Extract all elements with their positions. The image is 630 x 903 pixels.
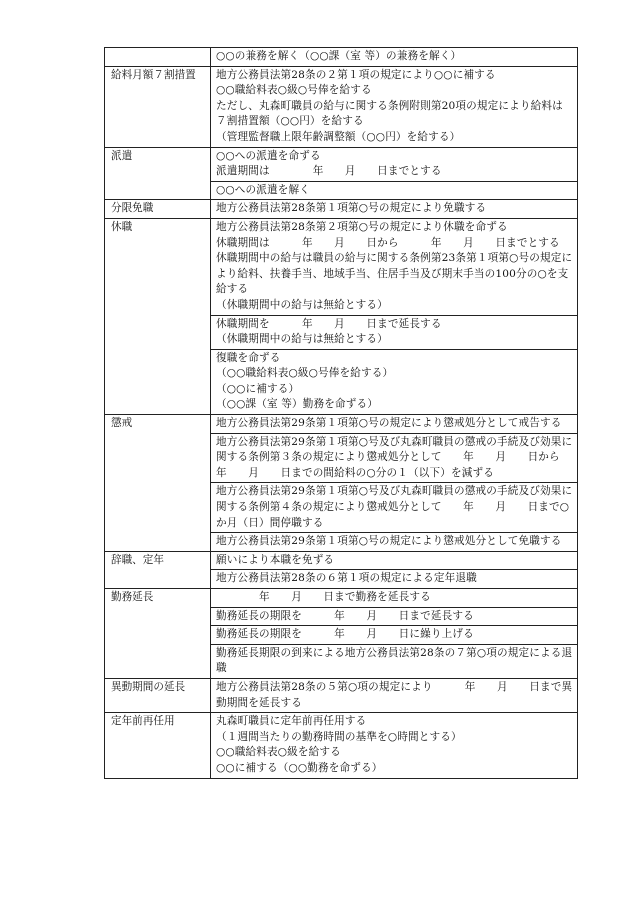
category-cell: 異動期間の延長 — [105, 678, 211, 712]
content-cell — [211, 218, 578, 315]
table-row — [105, 678, 578, 712]
content-cell — [211, 678, 578, 712]
content-line: ○○への派遣を解く — [216, 183, 310, 196]
content-line: 地方公務員法第29条第１項第○号の規定により懲戒処分として免職する — [216, 535, 562, 548]
category-cell: 懲戒 — [105, 415, 211, 552]
content-line: ○○職給料表○級○号俸を給する — [216, 84, 372, 97]
content-line: 派遣期間は 年 月 日までとする — [216, 165, 442, 178]
content-line: 休職期間中の給与は職員の給与に関する条例第23条第１項第○号の規定により給料、扶養手当、地域手当、住居手当及び期末手当の100分の○を支給する — [216, 252, 573, 296]
content-line: 勤務延長の期限を 年 月 日に繰り上げる — [216, 628, 474, 641]
content-cell — [211, 589, 578, 608]
content-line: 願いにより本職を免ずる — [216, 553, 335, 566]
content-cell — [211, 48, 578, 67]
content-line: 丸森町職員に定年前再任用する — [216, 715, 367, 728]
table-row — [105, 147, 578, 181]
content-line: 地方公務員法第28条の２第１項の規定により○○に補する — [216, 68, 496, 81]
content-cell — [211, 570, 578, 589]
content-line: ○○に補する（○○勤務を命ずる） — [216, 761, 383, 774]
content-cell — [211, 713, 578, 778]
category-cell: 辞職、定年 — [105, 551, 211, 588]
content-line: 地方公務員法第29条第１項第○号及び丸森町職員の懲戒の手続及び効果に関する条例第４条の規定により懲戒処分として 年 月 日まで○か月（日）間停職する — [216, 485, 573, 529]
content-cell — [211, 181, 578, 200]
table-row — [105, 551, 578, 570]
content-cell — [211, 433, 582, 483]
content-cell — [211, 200, 578, 219]
content-cell — [211, 483, 578, 533]
content-line: 地方公務員法第28条第１項第○号の規定により免職する — [216, 202, 487, 215]
table-row — [105, 200, 578, 219]
category-cell: 休職 — [105, 218, 211, 414]
table-row — [105, 713, 578, 778]
content-line: （○○職給料表○級○号俸を給する） — [216, 367, 394, 380]
content-line: ただし、丸森町職員の給与に関する条例附則第20項の規定により給料は７割措置額（○○円）を給する — [216, 99, 563, 128]
content-line: 勤務延長の期限を 年 月 日まで延長する — [216, 609, 474, 622]
content-cell — [211, 533, 578, 552]
content-line: 地方公務員法第29条第１項第○号の規定により懲戒処分として戒告する — [216, 417, 562, 430]
content-line: （１週間当たりの勤務時間の基準を○時間とする） — [216, 730, 462, 743]
content-line: 休職期間を 年 月 日まで延長する — [216, 317, 442, 330]
category-cell — [105, 48, 211, 67]
content-cell — [211, 315, 578, 349]
content-line: 地方公務員法第28条の６第１項の規定による定年退職 — [216, 572, 477, 585]
category-cell: 定年前再任用 — [105, 713, 211, 778]
content-cell — [211, 66, 578, 147]
category-cell: 勤務延長 — [105, 589, 211, 679]
content-line: 復職を命ずる — [216, 351, 281, 364]
content-line: ○○職給料表○級を給する — [216, 746, 341, 759]
table-row — [105, 415, 578, 434]
content-line: （○○課（室 等）勤務を命ずる） — [216, 398, 378, 411]
content-line: ○○への派遣を命ずる — [216, 149, 321, 162]
content-line: 地方公務員法第28条第２項第○号の規定により休職を命ずる — [216, 220, 508, 233]
content-line: ○○の兼務を解く（○○課（室 等）の兼務を解く） — [216, 50, 462, 62]
category-cell: 分限免職 — [105, 200, 211, 219]
content-line: 勤務延長期限の到来による地方公務員法第28条の７第○項の規定による退職 — [216, 646, 573, 675]
content-cell — [211, 147, 578, 181]
content-line: （休職期間中の給与は無給とする） — [216, 298, 388, 311]
content-cell — [211, 415, 578, 434]
content-line: （○○に補する） — [216, 382, 300, 395]
table-row — [105, 218, 578, 315]
category-cell: 派遣 — [105, 147, 211, 200]
table-row — [105, 66, 578, 147]
content-line: 地方公務員法第28条の５第○項の規定により 年 月 日まで異動期間を延長する — [216, 680, 573, 709]
content-line: 休職期間は 年 月 日から 年 月 日までとする — [216, 236, 560, 249]
content-line: 年 月 日まで勤務を延長する — [216, 591, 431, 603]
content-cell — [211, 551, 578, 570]
content-cell — [211, 626, 578, 645]
content-line: （休職期間中の給与は無給とする） — [216, 333, 388, 346]
content-cell — [211, 607, 578, 626]
table-row — [105, 48, 578, 67]
personnel-action-table — [104, 47, 582, 779]
table-row — [105, 589, 578, 608]
content-cell — [211, 349, 578, 414]
table-body — [105, 48, 582, 779]
content-line: 地方公務員法第29条第１項第○号及び丸森町職員の懲戒の手続及び効果に関する条例第３条の規定により懲戒処分として 年 月 日から 年 月 日までの間給料の○分の１（以下）を減ずる — [216, 435, 582, 479]
content-cell — [211, 644, 578, 678]
content-line: （管理監督職上限年齢調整額（○○円）を給する） — [216, 130, 461, 143]
category-cell: 給料月額７割措置 — [105, 66, 211, 147]
